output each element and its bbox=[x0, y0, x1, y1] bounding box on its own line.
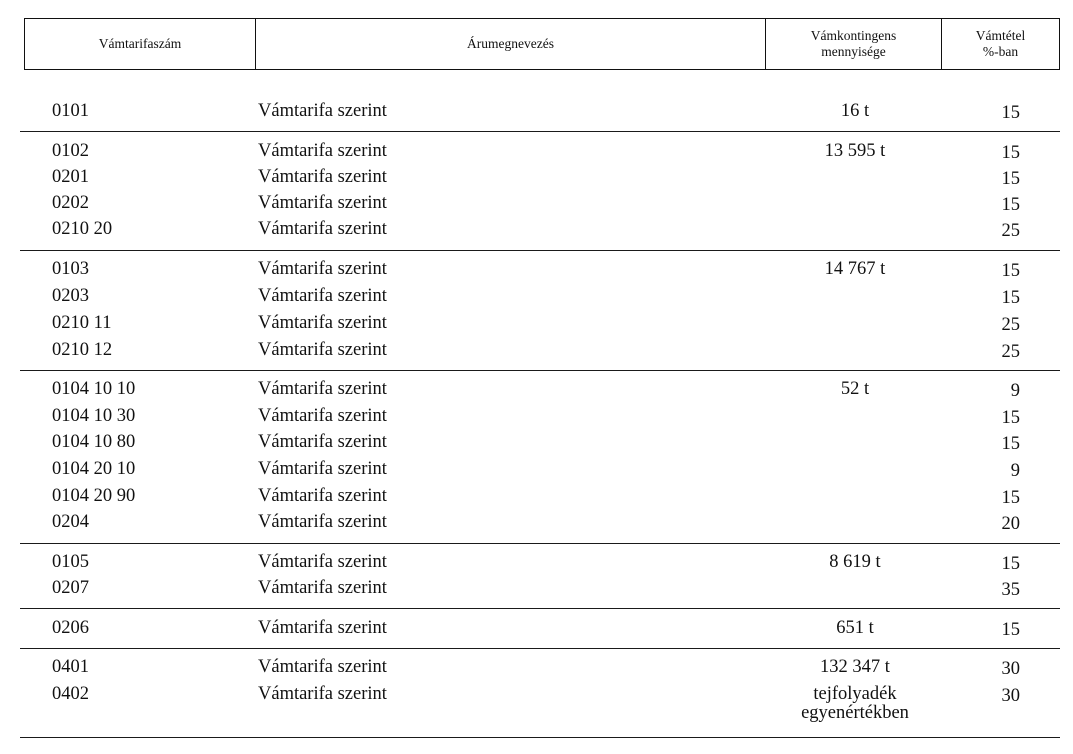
group-divider bbox=[20, 648, 1060, 649]
tariff-code: 0105 bbox=[52, 552, 89, 572]
header-goods-description bbox=[256, 19, 766, 69]
header-goods-description-label: Árumegnevezés bbox=[467, 36, 554, 51]
tariff-code: 0104 10 30 bbox=[52, 406, 136, 426]
table-row bbox=[0, 552, 1073, 578]
tariff-code: 0210 20 bbox=[52, 219, 113, 239]
duty-rate: 15 bbox=[1001, 195, 1020, 215]
tariff-code: 0104 20 10 bbox=[52, 459, 136, 479]
group-divider bbox=[20, 250, 1060, 251]
duty-rate: 15 bbox=[1001, 408, 1020, 428]
group-divider bbox=[20, 543, 1060, 544]
table-row bbox=[0, 459, 1073, 485]
table-row bbox=[0, 219, 1073, 245]
goods-description: Vámtarifa szerint bbox=[258, 432, 387, 452]
header-quota-quantity-line1: Vámkontingens bbox=[810, 28, 897, 43]
tariff-code: 0207 bbox=[52, 578, 89, 598]
goods-description: Vámtarifa szerint bbox=[258, 219, 387, 239]
duty-rate: 15 bbox=[1001, 554, 1020, 574]
tariff-code: 0402 bbox=[52, 684, 89, 704]
goods-description: Vámtarifa szerint bbox=[258, 259, 387, 279]
duty-rate: 15 bbox=[1001, 288, 1020, 308]
table-row bbox=[0, 406, 1073, 432]
tariff-code: 0103 bbox=[52, 259, 89, 279]
header-duty-rate-line2: %-ban bbox=[982, 44, 1019, 59]
goods-description: Vámtarifa szerint bbox=[258, 406, 387, 426]
goods-description: Vámtarifa szerint bbox=[258, 684, 387, 704]
quota-quantity: 8 619 t bbox=[829, 552, 881, 572]
tariff-code: 0104 10 80 bbox=[52, 432, 136, 452]
duty-rate: 30 bbox=[1001, 686, 1020, 706]
quota-quantity: 132 347 t bbox=[820, 657, 890, 677]
quota-quantity: 13 595 t bbox=[824, 141, 886, 161]
tariff-code: 0203 bbox=[52, 286, 89, 306]
quota-quantity: 14 767 t bbox=[824, 259, 886, 279]
goods-description: Vámtarifa szerint bbox=[258, 340, 387, 360]
table-row bbox=[0, 432, 1073, 458]
duty-rate: 15 bbox=[1001, 143, 1020, 163]
table-row bbox=[0, 313, 1073, 339]
table-row bbox=[0, 141, 1073, 167]
table-row bbox=[0, 684, 1073, 732]
tariff-code: 0101 bbox=[52, 101, 89, 121]
tariff-code: 0104 20 90 bbox=[52, 486, 136, 506]
header-duty-rate-line1: Vámtétel bbox=[975, 28, 1026, 43]
table-row bbox=[0, 259, 1073, 285]
header-tariff-number bbox=[25, 19, 256, 69]
quota-quantity-line2: egyenértékben bbox=[801, 703, 909, 723]
table-row bbox=[0, 340, 1073, 366]
goods-description: Vámtarifa szerint bbox=[258, 512, 387, 532]
duty-rate: 25 bbox=[1001, 221, 1020, 241]
duty-rate: 15 bbox=[1001, 488, 1020, 508]
goods-description: Vámtarifa szerint bbox=[258, 167, 387, 187]
quota-quantity: 16 t bbox=[840, 101, 870, 121]
group-divider bbox=[20, 370, 1060, 371]
table-row bbox=[0, 193, 1073, 219]
quota-quantity: 651 t bbox=[836, 618, 874, 638]
duty-rate: 20 bbox=[1001, 514, 1020, 534]
table-header bbox=[24, 18, 1060, 70]
goods-description: Vámtarifa szerint bbox=[258, 459, 387, 479]
tariff-code: 0401 bbox=[52, 657, 89, 677]
goods-description: Vámtarifa szerint bbox=[258, 578, 387, 598]
duty-rate: 25 bbox=[1001, 315, 1020, 335]
table-row bbox=[0, 486, 1073, 512]
table-row bbox=[0, 512, 1073, 538]
goods-description: Vámtarifa szerint bbox=[258, 286, 387, 306]
duty-rate: 15 bbox=[1001, 169, 1020, 189]
table-row bbox=[0, 379, 1073, 405]
quota-quantity bbox=[770, 684, 940, 724]
tariff-code: 0204 bbox=[52, 512, 89, 532]
duty-rate: 35 bbox=[1001, 580, 1020, 600]
header-duty-rate bbox=[942, 19, 1059, 69]
goods-description: Vámtarifa szerint bbox=[258, 657, 387, 677]
duty-rate: 30 bbox=[1001, 659, 1020, 679]
goods-description: Vámtarifa szerint bbox=[258, 618, 387, 638]
duty-rate: 25 bbox=[1001, 342, 1020, 362]
goods-description: Vámtarifa szerint bbox=[258, 552, 387, 572]
table-bottom-rule bbox=[20, 737, 1060, 738]
table-row bbox=[0, 101, 1073, 127]
goods-description: Vámtarifa szerint bbox=[258, 379, 387, 399]
tariff-code: 0104 10 10 bbox=[52, 379, 136, 399]
group-divider bbox=[20, 608, 1060, 609]
duty-rate: 15 bbox=[1001, 261, 1020, 281]
tariff-code: 0202 bbox=[52, 193, 89, 213]
tariff-code: 0206 bbox=[52, 618, 89, 638]
tariff-code: 0201 bbox=[52, 167, 89, 187]
header-tariff-number-label: Vámtarifaszám bbox=[98, 36, 182, 51]
quota-quantity: 52 t bbox=[840, 379, 870, 399]
header-quota-quantity bbox=[766, 19, 942, 69]
header-quota-quantity-line2: mennyisége bbox=[821, 44, 886, 59]
duty-rate: 9 bbox=[1010, 461, 1020, 481]
tariff-code: 0102 bbox=[52, 141, 89, 161]
duty-rate: 15 bbox=[1001, 620, 1020, 640]
goods-description: Vámtarifa szerint bbox=[258, 193, 387, 213]
goods-description: Vámtarifa szerint bbox=[258, 141, 387, 161]
group-divider bbox=[20, 131, 1060, 132]
goods-description: Vámtarifa szerint bbox=[258, 486, 387, 506]
tariff-code: 0210 11 bbox=[52, 313, 112, 333]
table-row bbox=[0, 618, 1073, 644]
goods-description: Vámtarifa szerint bbox=[258, 101, 387, 121]
table-row bbox=[0, 578, 1073, 604]
table-row bbox=[0, 167, 1073, 193]
goods-description: Vámtarifa szerint bbox=[258, 313, 387, 333]
table-row bbox=[0, 286, 1073, 312]
duty-rate: 15 bbox=[1001, 434, 1020, 454]
quota-quantity-line1: tejfolyadék bbox=[813, 684, 897, 704]
tariff-code: 0210 12 bbox=[52, 340, 113, 360]
duty-rate: 9 bbox=[1010, 381, 1020, 401]
table-row bbox=[0, 657, 1073, 683]
duty-rate: 15 bbox=[1001, 103, 1020, 123]
